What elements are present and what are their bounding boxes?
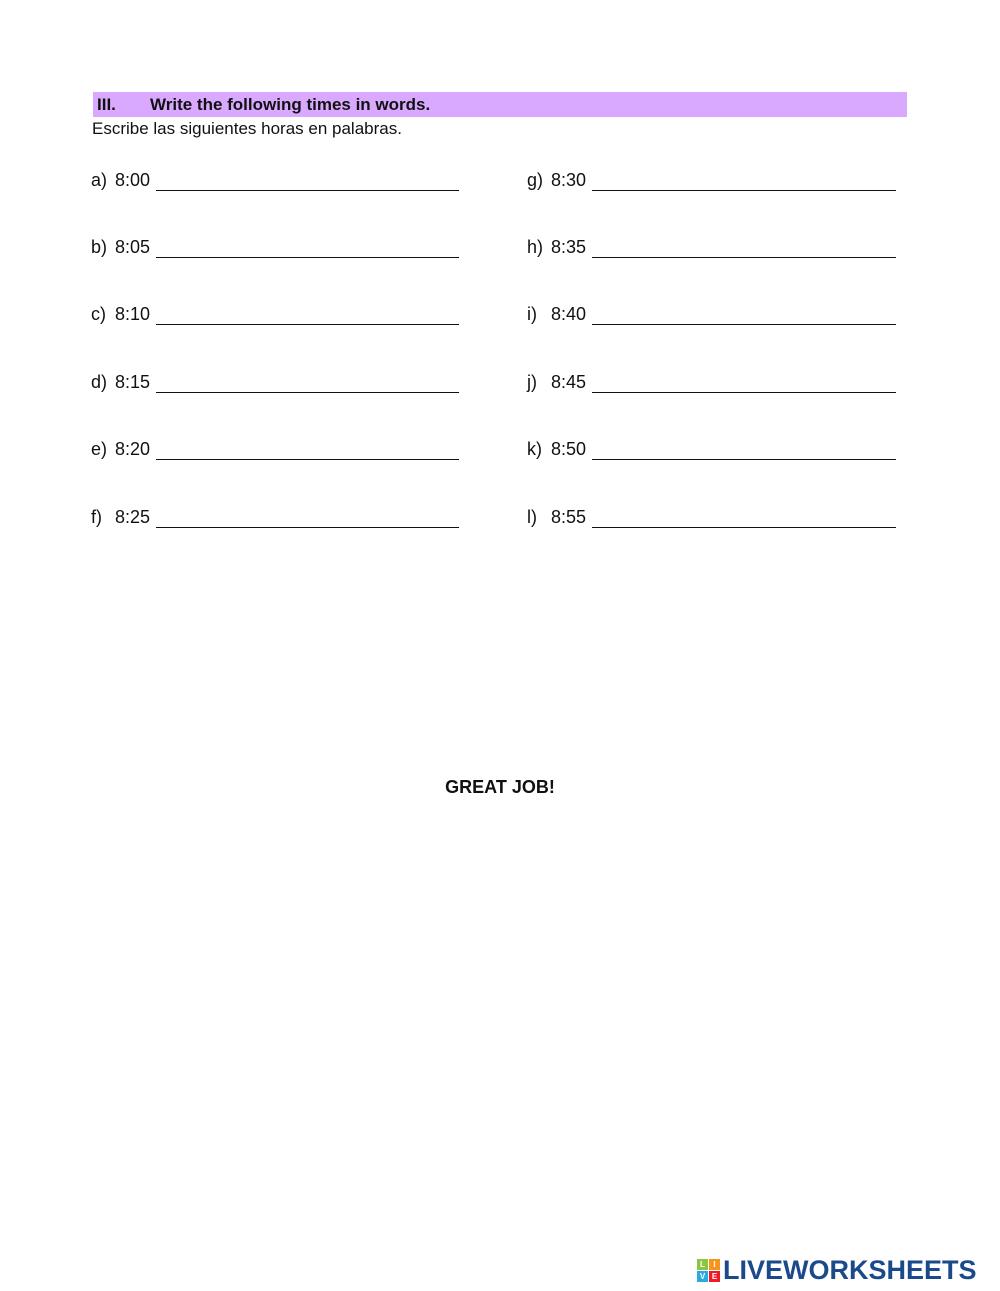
item-time: 8:55: [551, 507, 587, 527]
item-letter: b): [91, 237, 108, 257]
exercise-item-g: [527, 170, 896, 191]
exercise-item-e: [91, 439, 459, 460]
item-time: 8:50: [551, 439, 587, 459]
item-time: 8:40: [551, 304, 587, 324]
exercise-item-d: [91, 372, 459, 393]
exercise-item-f: [91, 507, 459, 528]
item-time: 8:15: [115, 372, 151, 392]
closing-message: GREAT JOB!: [445, 777, 555, 797]
answer-field-b[interactable]: [156, 237, 459, 258]
item-letter: k): [527, 439, 542, 459]
answer-field-j[interactable]: [592, 372, 896, 393]
logo-text: LIVEWORKSHEETS: [723, 1255, 977, 1285]
section-title: Write the following times in words.: [150, 94, 431, 114]
exercise-item-i: [527, 304, 896, 325]
section-header: [93, 92, 907, 117]
exercise-item-a: [91, 170, 459, 191]
item-letter: l): [527, 507, 537, 527]
item-letter: e): [91, 439, 108, 459]
section-subtitle: Escribe las siguientes horas en palabras.: [92, 119, 402, 138]
exercise-item-k: [527, 439, 896, 460]
item-time: 8:05: [115, 237, 151, 257]
item-letter: i): [527, 304, 537, 324]
answer-field-h[interactable]: [592, 237, 896, 258]
answer-field-a[interactable]: [156, 170, 459, 191]
item-time: 8:10: [115, 304, 151, 324]
item-letter: d): [91, 372, 108, 392]
section-number: III.: [97, 94, 116, 114]
answer-field-k[interactable]: [592, 439, 896, 460]
exercise-item-b: [91, 237, 459, 258]
item-letter: h): [527, 237, 544, 257]
item-time: 8:45: [551, 372, 587, 392]
liveworksheets-logo: [697, 1255, 977, 1286]
logo-block-l: L: [697, 1259, 708, 1270]
item-time: 8:20: [115, 439, 151, 459]
exercise-item-c: [91, 304, 459, 325]
logo-blocks-icon: [697, 1259, 720, 1282]
logo-block-e: E: [709, 1271, 720, 1282]
answer-field-g[interactable]: [592, 170, 896, 191]
answer-field-e[interactable]: [156, 439, 459, 460]
item-time: 8:30: [551, 170, 587, 190]
answer-field-i[interactable]: [592, 304, 896, 325]
exercise-item-h: [527, 237, 896, 258]
item-time: 8:25: [115, 507, 151, 527]
answer-field-f[interactable]: [156, 507, 459, 528]
item-letter: j): [527, 372, 537, 392]
item-letter: f): [91, 507, 102, 527]
exercise-item-l: [527, 507, 896, 528]
exercise-item-j: [527, 372, 896, 393]
logo-block-i: I: [709, 1259, 720, 1270]
item-time: 8:35: [551, 237, 587, 257]
item-letter: c): [91, 304, 106, 324]
answer-field-l[interactable]: [592, 507, 896, 528]
item-letter: g): [527, 170, 544, 190]
answer-field-d[interactable]: [156, 372, 459, 393]
logo-block-v: V: [697, 1271, 708, 1282]
item-time: 8:00: [115, 170, 151, 190]
item-letter: a): [91, 170, 108, 190]
answer-field-c[interactable]: [156, 304, 459, 325]
